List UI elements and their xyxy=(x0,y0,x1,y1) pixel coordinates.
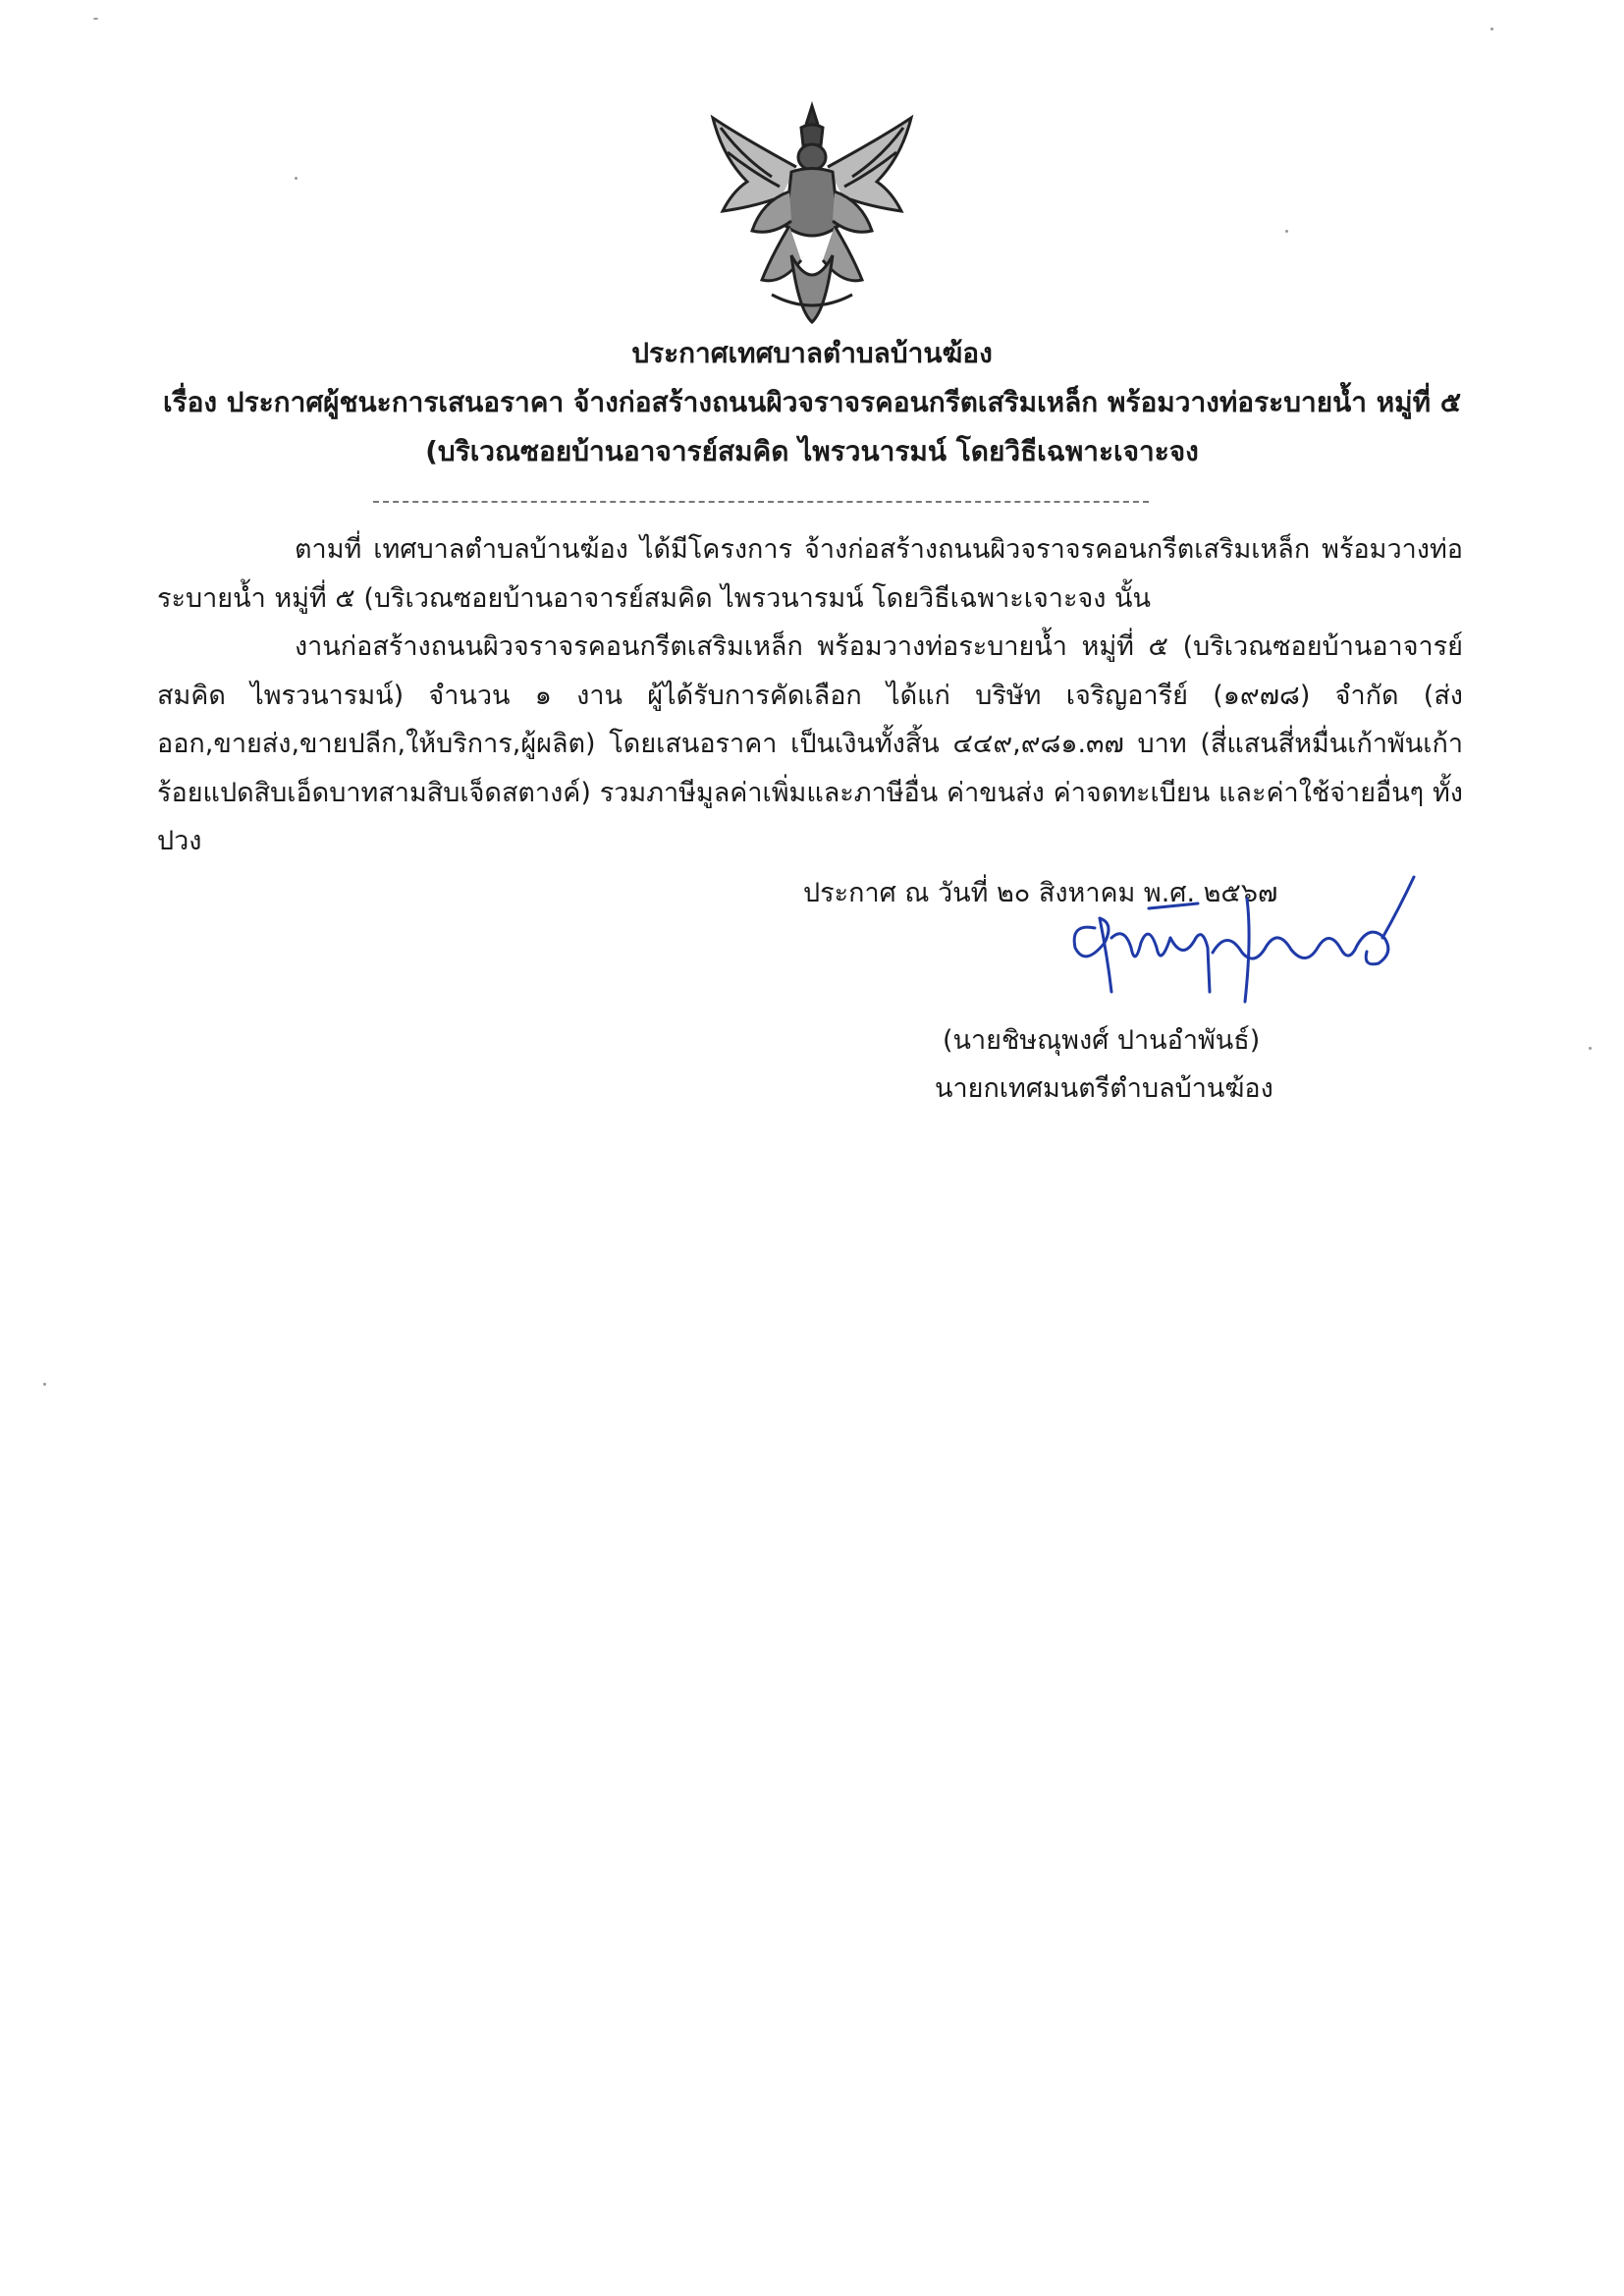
garuda-emblem-icon xyxy=(703,98,921,326)
scan-speck xyxy=(1589,1047,1592,1050)
subject-heading: เรื่อง ประกาศผู้ชนะการเสนอราคา จ้างก่อสร้างถนนผิวจราจรคอนกรีตเสริมเหล็ก พร้อมวางท่อระบายน้ำ หมู่ที่ ๕ xyxy=(162,386,1462,418)
title-block xyxy=(118,329,1506,476)
scan-speck xyxy=(1490,27,1493,30)
scan-speck xyxy=(93,18,98,20)
announcement-body xyxy=(157,525,1463,866)
paragraph-winner: งานก่อสร้างถนนผิวจราจรคอนกรีตเสริมเหล็ก พร้อมวางท่อระบายน้ำ หมู่ที่ ๕ (บริเวณซอยบ้านอาจารย์สมคิด ไพรวนารมน์) จำนวน ๑ งาน ผู้ได้รับการคัดเลือก ได้แก่ บริษัท เจริญอารีย์ (๑๙๗๘) จำกัด (ส่งออก,ขายส่ง,ขายปลีก,ให้บริการ,ผู้ผลิต) โดยเสนอราคา เป็นเงินทั้งสิ้น ๔๔๙,๙๘๑.๓๗ บาท (สี่แสนสี่หมื่นเก้าพันเก้าร้อยแปดสิบเอ็ดบาทสามสิบเจ็ดสตางค์) รวมภาษีมูลค่าเพิ่มและภาษีอื่น ค่าขนส่ง ค่าจดทะเบียน และค่าใช้จ่ายอื่นๆ ทั้งปวง xyxy=(157,631,1463,856)
handwritten-signature xyxy=(1001,869,1424,1026)
signer-position: นายกเทศมนตรีตำบลบ้านฆ้อง xyxy=(935,1073,1273,1104)
subject-heading-continued: (บริเวณซอยบ้านอาจารย์สมคิด ไพรวนารมน์ โดยวิธีเฉพาะเจาะจง xyxy=(425,435,1199,467)
dashed-divider xyxy=(373,501,1149,503)
scan-speck xyxy=(295,177,298,180)
paragraph-project: ตามที่ เทศบาลตำบลบ้านฆ้อง ได้มีโครงการ จ้างก่อสร้างถนนผิวจราจรคอนกรีตเสริมเหล็ก พร้อมวางท่อระบายน้ำ หมู่ที่ ๕ (บริเวณซอยบ้านอาจารย์สมคิด ไพรวนารมน์ โดยวิธีเฉพาะเจาะจง นั้น xyxy=(157,534,1463,614)
scan-speck xyxy=(43,1383,46,1386)
announcement-date: ประกาศ ณ วันที่ ๒๐ สิงหาคม พ.ศ. ๒๕๖๗ xyxy=(803,878,1278,908)
signer-name: (นายชิษณุพงศ์ ปานอำพันธ์) xyxy=(943,1025,1261,1056)
scan-speck xyxy=(1285,230,1288,233)
agency-heading: ประกาศเทศบาลตำบลบ้านฆ้อง xyxy=(631,337,993,369)
